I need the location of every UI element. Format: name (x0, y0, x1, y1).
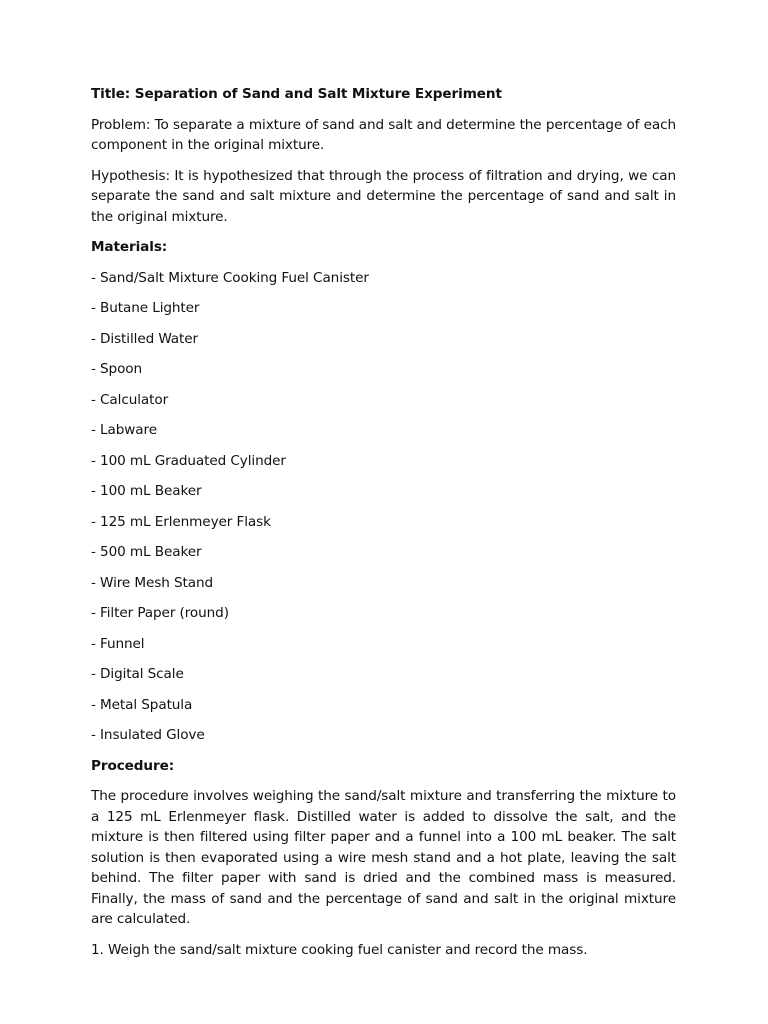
document-page (91, 84, 676, 970)
material-item: - Distilled Water (91, 330, 199, 347)
material-item: - Digital Scale (91, 666, 184, 682)
hypothesis-statement: Hypothesis: It is hypothesized that through the process of filtration and drying, we can separate the sand and salt mixture and determine the percentage of sand and salt in the original mixture. (91, 167, 676, 225)
material-item: - Butane Lighter (91, 300, 200, 316)
material-item: - 500 mL Beaker (91, 544, 202, 560)
procedure-heading: Procedure: (91, 757, 175, 774)
material-item: - Funnel (91, 635, 145, 652)
materials-heading: Materials: (91, 239, 168, 255)
problem-statement: Problem: To separate a mixture of sand and salt and determine the percentage of each component in the original mixture. (91, 116, 676, 153)
material-item: - Wire Mesh Stand (91, 574, 214, 591)
materials-list (91, 268, 676, 746)
material-item: - Filter Paper (round) (91, 605, 229, 621)
material-item: - Sand/Salt Mixture Cooking Fuel Canister (91, 269, 369, 286)
material-item: - Calculator (91, 391, 169, 408)
procedure-step-1: 1. Weigh the sand/salt mixture cooking fuel canister and record the mass. (91, 941, 588, 958)
material-item: - Insulated Glove (91, 727, 205, 743)
procedure-text: The procedure involves weighing the sand/salt mixture and transferring the mixture to a 125 mL Erlenmeyer flask. Distilled water is added to dissolve the salt, and the mixture is then filtered using filter paper and a funnel into a 100 mL beaker. The salt solution is then evaporated using a wire mesh stand and a hot plate, leaving the salt behind. The filter paper with sand is dried and the combined mass is measured. Finally, the mass of sand and the percentage of sand and salt in the original mixture are calculated. (91, 788, 676, 927)
material-item: - Spoon (91, 361, 143, 377)
material-item: - 100 mL Graduated Cylinder (91, 452, 286, 469)
material-item: - Metal Spatula (91, 696, 193, 713)
document-title: Title: Separation of Sand and Salt Mixture Experiment (91, 86, 502, 102)
material-item: - 125 mL Erlenmeyer Flask (91, 513, 271, 530)
material-item: - 100 mL Beaker (91, 483, 202, 499)
material-item: - Labware (91, 422, 157, 438)
